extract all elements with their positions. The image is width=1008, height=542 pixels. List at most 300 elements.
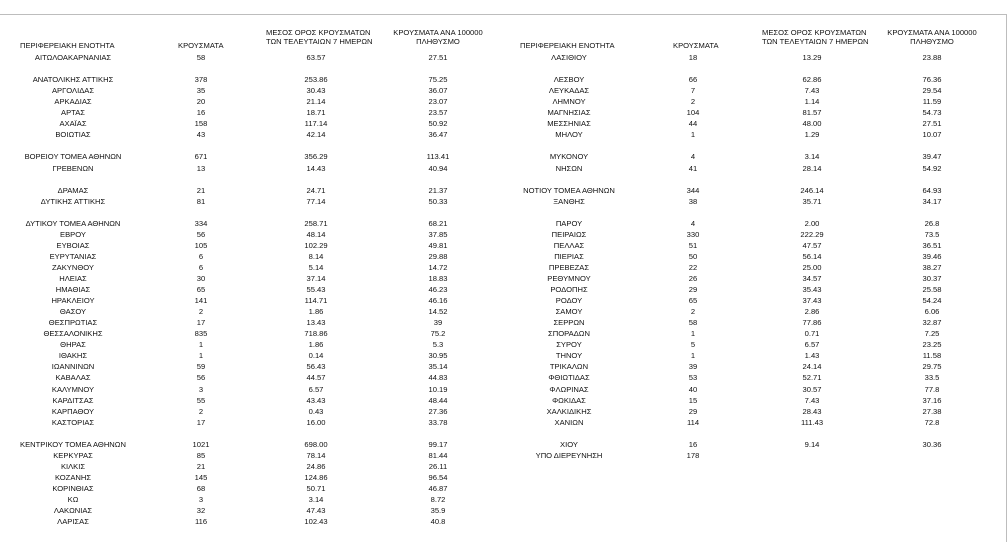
- cell-avg7: 6.57: [308, 384, 324, 394]
- cell-per100k: 39.46: [922, 251, 942, 261]
- cell-per100k: 23.07: [428, 97, 448, 107]
- cell-avg7: 34.57: [802, 274, 822, 283]
- cell-cases: 56: [196, 229, 206, 239]
- cell-cases: 1: [198, 351, 204, 361]
- cell-per100k: 5.3: [432, 340, 444, 350]
- cell-region: ΣΥΡΟΥ: [556, 340, 582, 350]
- cell-cases: 835: [194, 329, 208, 339]
- cell-cases: 344: [686, 185, 700, 195]
- cell-region: ΑΡΤΑΣ: [61, 108, 85, 118]
- cell-per100k: 27.51: [428, 53, 448, 62]
- cell-per100k: 25.58: [922, 285, 942, 295]
- cell-region: ΑΡΚΑΔΙΑΣ: [54, 97, 92, 107]
- cell-region: ΘΑΣΟΥ: [59, 307, 87, 317]
- cell-avg7: 16.00: [306, 417, 326, 427]
- cell-per100k: 76.36: [922, 75, 942, 85]
- cell-avg7: 56.14: [802, 251, 822, 261]
- cell-cases: 51: [688, 240, 698, 250]
- cell-avg7: 253.86: [304, 75, 328, 85]
- cell-cases: 41: [688, 163, 698, 173]
- cell-avg7: 21.14: [306, 97, 326, 107]
- cell-region: ΤΡΙΚΑΛΩΝ: [549, 362, 589, 372]
- cell-region: ΠΕΙΡΑΙΩΣ: [551, 229, 587, 239]
- cell-avg7: 35.71: [802, 196, 822, 206]
- cell-cases: 65: [688, 296, 698, 306]
- cell-avg7: 43.43: [306, 395, 326, 405]
- table-top-border: [0, 14, 1006, 15]
- cell-per100k: 18.83: [428, 274, 448, 283]
- cell-region: ΝΗΣΩΝ: [555, 163, 583, 173]
- cell-avg7: 50.71: [306, 483, 326, 493]
- cell-region: ΑΝΑΤΟΛΙΚΗΣ ΑΤΤΙΚΗΣ: [32, 75, 114, 85]
- header-per100k-line1: ΚΡΟΥΣΜΑΤΑ ΑΝΑ 100000: [887, 28, 977, 37]
- cell-avg7: 28.14: [802, 163, 822, 173]
- cell-per100k: 36.47: [428, 130, 448, 140]
- cell-cases: 58: [196, 53, 206, 62]
- cell-per100k: 38.27: [922, 262, 942, 272]
- cell-avg7: 81.57: [802, 108, 822, 118]
- cell-per100k: 81.44: [428, 450, 448, 460]
- cell-per100k: 26.8: [924, 218, 940, 228]
- cell-avg7: 1.86: [308, 307, 324, 317]
- cell-avg7: 24.71: [306, 185, 326, 195]
- cell-cases: 40: [688, 384, 698, 394]
- cell-cases: 6: [198, 262, 204, 272]
- cell-region: ΕΥΒΟΙΑΣ: [56, 240, 90, 250]
- cell-region: ΣΕΡΡΩΝ: [553, 318, 585, 328]
- cell-avg7: 1.43: [804, 351, 820, 361]
- cell-avg7: 47.43: [306, 506, 326, 516]
- cell-region: ΚΩ: [67, 495, 79, 504]
- cell-per100k: 54.92: [922, 163, 942, 173]
- cell-per100k: 68.21: [428, 218, 448, 228]
- cell-per100k: 23.25: [922, 340, 942, 350]
- cell-cases: 158: [194, 119, 208, 129]
- cell-avg7: 356.29: [304, 152, 328, 162]
- header-avg7-line2: ΤΩΝ ΤΕΛΕΥΤΑΙΩΝ 7 ΗΜΕΡΩΝ: [266, 37, 373, 46]
- cell-avg7: 0.14: [308, 351, 324, 361]
- cell-per100k: 44.83: [428, 373, 448, 383]
- cell-cases: 1: [690, 329, 696, 339]
- header-per100k-left: [388, 28, 488, 46]
- cell-avg7: 44.57: [306, 373, 326, 383]
- cell-avg7: 3.14: [804, 152, 820, 162]
- cell-region: ΚΑΡΔΙΤΣΑΣ: [52, 395, 94, 405]
- cell-region: ΚΟΡΙΝΘΙΑΣ: [52, 483, 94, 493]
- cell-cases: 66: [688, 75, 698, 85]
- cell-region: ΦΘΙΩΤΙΔΑΣ: [548, 373, 590, 383]
- cell-per100k: 40.94: [428, 163, 448, 173]
- header-per100k-right: [882, 28, 982, 46]
- cell-avg7: 55.43: [306, 285, 326, 295]
- cell-cases: 21: [196, 461, 206, 471]
- cell-per100k: 30.36: [922, 439, 942, 449]
- header-cases-right: [673, 41, 719, 50]
- cell-region: ΚΕΝΤΡΙΚΟΥ ΤΟΜΕΑ ΑΘΗΝΩΝ: [20, 439, 126, 449]
- cell-region: ΜΗΛΟΥ: [555, 130, 583, 140]
- cell-avg7: 114.71: [304, 296, 328, 306]
- cell-avg7: 25.00: [802, 262, 822, 272]
- cell-avg7: 117.14: [304, 119, 328, 129]
- cell-cases: 116: [194, 517, 208, 527]
- header-avg7-left: [266, 28, 373, 46]
- cell-region: ΥΠΟ ΔΙΕΡΕΥΝΗΣΗ: [535, 450, 603, 460]
- cell-per100k: 27.51: [922, 119, 942, 129]
- cell-region: ΦΛΩΡΙΝΑΣ: [549, 384, 589, 394]
- cell-avg7: 0.71: [804, 329, 820, 339]
- cell-avg7: 3.14: [308, 495, 324, 504]
- cell-avg7: 7.43: [804, 86, 820, 96]
- cell-per100k: 35.9: [430, 506, 446, 516]
- cell-avg7: 1.29: [804, 130, 820, 140]
- cell-per100k: 30.95: [428, 351, 448, 361]
- cell-per100k: 14.72: [428, 262, 448, 272]
- cell-cases: 145: [194, 472, 208, 482]
- cell-avg7: 48.00: [802, 119, 822, 129]
- cell-avg7: 111.43: [800, 417, 824, 427]
- cell-per100k: 32.87: [922, 318, 942, 328]
- cell-avg7: 30.43: [306, 86, 326, 96]
- cell-cases: 330: [686, 229, 700, 239]
- cell-region: ΚΕΡΚΥΡΑΣ: [53, 450, 93, 460]
- cell-avg7: 14.43: [306, 163, 326, 173]
- cell-region: ΛΕΥΚΑΔΑΣ: [548, 86, 590, 96]
- cell-region: ΣΠΟΡΑΔΩΝ: [548, 329, 590, 339]
- cell-region: ΚΑΛΥΜΝΟΥ: [51, 384, 95, 394]
- cell-avg7: 1.86: [308, 340, 324, 350]
- cell-avg7: 35.43: [802, 285, 822, 295]
- cell-cases: 20: [196, 97, 206, 107]
- cell-per100k: 113.41: [426, 152, 450, 162]
- cell-per100k: 39.47: [922, 152, 942, 162]
- cell-cases: 30: [196, 274, 206, 283]
- cell-cases: 334: [194, 218, 208, 228]
- header-cases-left: [178, 41, 224, 50]
- cell-avg7: 5.14: [308, 262, 324, 272]
- cell-cases: 1: [198, 340, 204, 350]
- cell-cases: 35: [196, 86, 206, 96]
- cell-cases: 13: [196, 163, 206, 173]
- cell-region: ΤΗΝΟΥ: [555, 351, 583, 361]
- cell-avg7: 2.86: [804, 307, 820, 317]
- cell-per100k: 37.85: [428, 229, 448, 239]
- cell-cases: 3: [198, 495, 204, 504]
- cell-per100k: 96.54: [428, 472, 448, 482]
- cell-region: ΛΗΜΝΟΥ: [552, 97, 586, 107]
- cell-region: ΙΘΑΚΗΣ: [58, 351, 88, 361]
- cell-cases: 5: [690, 340, 696, 350]
- cell-avg7: 42.14: [306, 130, 326, 140]
- cell-region: ΡΟΔΟΥ: [555, 296, 583, 306]
- cell-region: ΧΑΝΙΩΝ: [554, 417, 584, 427]
- cell-region: ΘΗΡΑΣ: [60, 340, 86, 350]
- cell-avg7: 246.14: [800, 185, 824, 195]
- cell-cases: 3: [198, 384, 204, 394]
- cell-avg7: 7.43: [804, 395, 820, 405]
- cell-region: ΞΑΝΘΗΣ: [553, 196, 585, 206]
- header-region-left: [20, 41, 115, 50]
- cell-cases: 17: [196, 417, 206, 427]
- cell-region: ΔΥΤΙΚΗΣ ΑΤΤΙΚΗΣ: [40, 196, 106, 206]
- cell-per100k: 46.87: [428, 483, 448, 493]
- cell-per100k: 35.14: [428, 362, 448, 372]
- cell-region: ΘΕΣΠΡΩΤΙΑΣ: [48, 318, 98, 328]
- cell-cases: 2: [690, 307, 696, 317]
- cell-cases: 55: [196, 395, 206, 405]
- cell-region: ΠΑΡΟΥ: [555, 218, 583, 228]
- cell-region: ΒΟΙΩΤΙΑΣ: [55, 130, 91, 140]
- cell-cases: 2: [690, 97, 696, 107]
- cell-avg7: 24.86: [306, 461, 326, 471]
- cell-per100k: 21.37: [428, 185, 448, 195]
- cell-avg7: 62.86: [802, 75, 822, 85]
- cell-per100k: 26.11: [428, 461, 448, 471]
- cell-avg7: 6.57: [804, 340, 820, 350]
- cell-per100k: 29.75: [922, 362, 942, 372]
- cell-cases: 105: [194, 240, 208, 250]
- cell-cases: 81: [196, 196, 206, 206]
- cell-avg7: 63.57: [306, 53, 326, 62]
- cell-avg7: 718.86: [304, 329, 328, 339]
- cell-cases: 4: [690, 218, 696, 228]
- cell-cases: 29: [688, 406, 698, 416]
- cell-avg7: 37.43: [802, 296, 822, 306]
- cell-per100k: 50.92: [428, 119, 448, 129]
- cell-avg7: 78.14: [306, 450, 326, 460]
- cell-region: ΔΥΤΙΚΟΥ ΤΟΜΕΑ ΑΘΗΝΩΝ: [25, 218, 121, 228]
- cell-region: ΚΑΒΑΛΑΣ: [55, 373, 91, 383]
- header-region-right: [520, 41, 615, 50]
- cell-per100k: 8.72: [430, 495, 446, 504]
- cell-cases: 141: [194, 296, 208, 306]
- cell-cases: 56: [196, 373, 206, 383]
- cell-per100k: 54.24: [922, 296, 942, 306]
- header-per100k-line2: ΠΛΗΘΥΣΜΟ: [910, 37, 954, 46]
- cell-cases: 39: [688, 362, 698, 372]
- cell-per100k: 6.06: [924, 307, 940, 317]
- cell-per100k: 7.25: [924, 329, 940, 339]
- cell-avg7: 102.43: [304, 517, 328, 527]
- cell-cases: 50: [688, 251, 698, 261]
- cell-region: ΑΧΑΪΑΣ: [59, 119, 87, 129]
- cell-avg7: 77.86: [802, 318, 822, 328]
- cell-per100k: 72.8: [924, 417, 940, 427]
- cell-per100k: 77.8: [924, 384, 940, 394]
- cell-cases: 58: [688, 318, 698, 328]
- cell-region: ΦΩΚΙΔΑΣ: [552, 395, 586, 405]
- cell-per100k: 64.93: [922, 185, 942, 195]
- cell-cases: 59: [196, 362, 206, 372]
- cell-region: ΗΛΕΙΑΣ: [59, 274, 87, 283]
- cell-region: ΔΡΑΜΑΣ: [57, 185, 89, 195]
- cell-region: ΠΡΕΒΕΖΑΣ: [548, 262, 590, 272]
- header-per100k-line1: ΚΡΟΥΣΜΑΤΑ ΑΝΑ 100000: [393, 28, 483, 37]
- cell-per100k: 36.07: [428, 86, 448, 96]
- cell-per100k: 11.59: [922, 97, 942, 107]
- header-avg7-line1: ΜΕΣΟΣ ΟΡΟΣ ΚΡΟΥΣΜΑΤΩΝ: [762, 28, 867, 37]
- cell-cases: 22: [688, 262, 698, 272]
- header-cases-text: ΚΡΟΥΣΜΑΤΑ: [178, 41, 224, 50]
- cell-per100k: 29.88: [428, 251, 448, 261]
- cell-region: ΚΟΖΑΝΗΣ: [54, 472, 92, 482]
- cell-region: ΧΙΟΥ: [560, 439, 578, 449]
- cell-region: ΛΑΣΙΘΙΟΥ: [551, 53, 587, 62]
- header-cases-text: ΚΡΟΥΣΜΑΤΑ: [673, 41, 719, 50]
- cell-avg7: 18.71: [306, 108, 326, 118]
- cell-per100k: 27.38: [922, 406, 942, 416]
- cell-region: ΗΡΑΚΛΕΙΟΥ: [51, 296, 95, 306]
- cell-avg7: 48.14: [306, 229, 326, 239]
- header-per100k-line2: ΠΛΗΘΥΣΜΟ: [416, 37, 460, 46]
- cell-avg7: 258.71: [304, 218, 328, 228]
- cell-per100k: 46.16: [428, 296, 448, 306]
- header-region-text: ΠΕΡΙΦΕΡΕΙΑΚΗ ΕΝΟΤΗΤΑ: [520, 41, 615, 50]
- cell-avg7: 9.14: [804, 439, 820, 449]
- cell-cases: 43: [196, 130, 206, 140]
- cell-avg7: 37.14: [306, 274, 326, 283]
- cell-per100k: 23.57: [428, 108, 448, 118]
- cell-per100k: 99.17: [428, 439, 448, 449]
- cell-region: ΜΥΚΟΝΟΥ: [549, 152, 589, 162]
- cell-cases: 32: [196, 506, 206, 516]
- cell-avg7: 222.29: [800, 229, 824, 239]
- cell-cases: 114: [686, 417, 700, 427]
- cell-avg7: 77.14: [306, 196, 326, 206]
- cell-cases: 6: [198, 251, 204, 261]
- cell-region: ΧΑΛΚΙΔΙΚΗΣ: [546, 406, 592, 416]
- cell-cases: 26: [688, 274, 698, 283]
- cell-region: ΚΙΛΚΙΣ: [60, 461, 86, 471]
- cell-region: ΖΑΚΥΝΘΟΥ: [52, 262, 94, 272]
- header-avg7-line2: ΤΩΝ ΤΕΛΕΥΤΑΙΩΝ 7 ΗΜΕΡΩΝ: [762, 37, 869, 46]
- cell-cases: 1021: [192, 439, 210, 449]
- cell-avg7: 8.14: [308, 251, 324, 261]
- cell-cases: 671: [194, 152, 208, 162]
- header-avg7-line1: ΜΕΣΟΣ ΟΡΟΣ ΚΡΟΥΣΜΑΤΩΝ: [266, 28, 371, 37]
- cell-cases: 15: [688, 395, 698, 405]
- table-right-border: [1006, 14, 1007, 542]
- cell-avg7: 24.14: [802, 362, 822, 372]
- cell-cases: 38: [688, 196, 698, 206]
- cell-per100k: 39: [433, 318, 443, 328]
- cell-per100k: 29.54: [922, 86, 942, 96]
- cell-region: ΝΟΤΙΟΥ ΤΟΜΕΑ ΑΘΗΝΩΝ: [523, 185, 615, 195]
- cell-cases: 21: [196, 185, 206, 195]
- cell-per100k: 75.25: [428, 75, 448, 85]
- cell-cases: 16: [196, 108, 206, 118]
- cell-region: ΜΑΓΝΗΣΙΑΣ: [547, 108, 591, 118]
- cell-per100k: 11.58: [922, 351, 942, 361]
- cell-region: ΘΕΣΣΑΛΟΝΙΚΗΣ: [43, 329, 103, 339]
- cell-region: ΜΕΣΣΗΝΙΑΣ: [547, 119, 591, 129]
- cell-region: ΗΜΑΘΙΑΣ: [55, 285, 91, 295]
- cell-region: ΓΡΕΒΕΝΩΝ: [52, 163, 94, 173]
- cell-region: ΙΩΑΝΝΙΝΩΝ: [51, 362, 95, 372]
- cell-per100k: 14.52: [428, 307, 448, 317]
- cell-per100k: 27.36: [428, 406, 448, 416]
- cell-cases: 68: [196, 483, 206, 493]
- cell-cases: 18: [688, 53, 698, 62]
- cell-cases: 1: [690, 351, 696, 361]
- cell-region: ΡΟΔΟΠΗΣ: [550, 285, 588, 295]
- cell-per100k: 36.51: [922, 240, 942, 250]
- cell-per100k: 23.88: [922, 53, 942, 62]
- cell-region: ΚΑΡΠΑΘΟΥ: [51, 406, 95, 416]
- cell-cases: 1: [690, 130, 696, 140]
- cell-cases: 16: [688, 439, 698, 449]
- cell-avg7: 1.14: [804, 97, 820, 107]
- cell-per100k: 10.19: [428, 384, 448, 394]
- cell-avg7: 47.57: [802, 240, 822, 250]
- cell-cases: 7: [690, 86, 696, 96]
- cell-cases: 17: [196, 318, 206, 328]
- cell-region: ΚΑΣΤΟΡΙΑΣ: [51, 417, 95, 427]
- cell-per100k: 33.5: [924, 373, 940, 383]
- cell-per100k: 48.44: [428, 395, 448, 405]
- cell-per100k: 10.07: [922, 130, 942, 140]
- cell-per100k: 37.16: [922, 395, 942, 405]
- cell-avg7: 13.29: [802, 53, 822, 62]
- cell-per100k: 75.2: [430, 329, 446, 339]
- cell-region: ΕΥΡΥΤΑΝΙΑΣ: [49, 251, 97, 261]
- cell-per100k: 30.37: [922, 274, 942, 283]
- cell-per100k: 40.8: [430, 517, 446, 527]
- cell-avg7: 102.29: [304, 240, 328, 250]
- cell-avg7: 56.43: [306, 362, 326, 372]
- header-region-text: ΠΕΡΙΦΕΡΕΙΑΚΗ ΕΝΟΤΗΤΑ: [20, 41, 115, 50]
- cell-region: ΡΕΘΥΜΝΟΥ: [547, 274, 591, 283]
- cell-region: ΕΒΡΟΥ: [60, 229, 86, 239]
- cell-cases: 2: [198, 307, 204, 317]
- cell-avg7: 30.57: [802, 384, 822, 394]
- cell-region: ΑΙΤΩΛΟΑΚΑΡΝΑΝΙΑΣ: [34, 53, 112, 62]
- cell-per100k: 73.5: [924, 229, 940, 239]
- cell-per100k: 46.23: [428, 285, 448, 295]
- cell-region: ΒΟΡΕΙΟΥ ΤΟΜΕΑ ΑΘΗΝΩΝ: [24, 152, 122, 162]
- cell-per100k: 49.81: [428, 240, 448, 250]
- cell-avg7: 0.43: [308, 406, 324, 416]
- cell-cases: 378: [194, 75, 208, 85]
- cell-avg7: 2.00: [804, 218, 820, 228]
- cell-cases: 85: [196, 450, 206, 460]
- cell-cases: 2: [198, 406, 204, 416]
- cell-avg7: 28.43: [802, 406, 822, 416]
- cell-region: ΠΕΛΛΑΣ: [553, 240, 585, 250]
- cell-cases: 178: [686, 450, 700, 460]
- cell-cases: 4: [690, 152, 696, 162]
- cell-avg7: 124.86: [304, 472, 328, 482]
- cell-per100k: 33.78: [428, 417, 448, 427]
- header-avg7-right: [762, 28, 869, 46]
- cell-cases: 104: [686, 108, 700, 118]
- cell-region: ΛΑΚΩΝΙΑΣ: [53, 506, 93, 516]
- cell-avg7: 13.43: [306, 318, 326, 328]
- cell-cases: 44: [688, 119, 698, 129]
- cell-avg7: 698.00: [304, 439, 328, 449]
- cell-cases: 53: [688, 373, 698, 383]
- cell-region: ΑΡΓΟΛΙΔΑΣ: [51, 86, 95, 96]
- cell-region: ΠΙΕΡΙΑΣ: [554, 251, 584, 261]
- cell-avg7: 52.71: [802, 373, 822, 383]
- cell-per100k: 54.73: [922, 108, 942, 118]
- cell-region: ΛΑΡΙΣΑΣ: [57, 517, 89, 527]
- cell-region: ΣΑΜΟΥ: [555, 307, 583, 317]
- cell-region: ΛΕΣΒΟΥ: [553, 75, 585, 85]
- cell-cases: 29: [688, 285, 698, 295]
- cell-per100k: 34.17: [922, 196, 942, 206]
- cell-per100k: 50.33: [428, 196, 448, 206]
- cell-cases: 65: [196, 285, 206, 295]
